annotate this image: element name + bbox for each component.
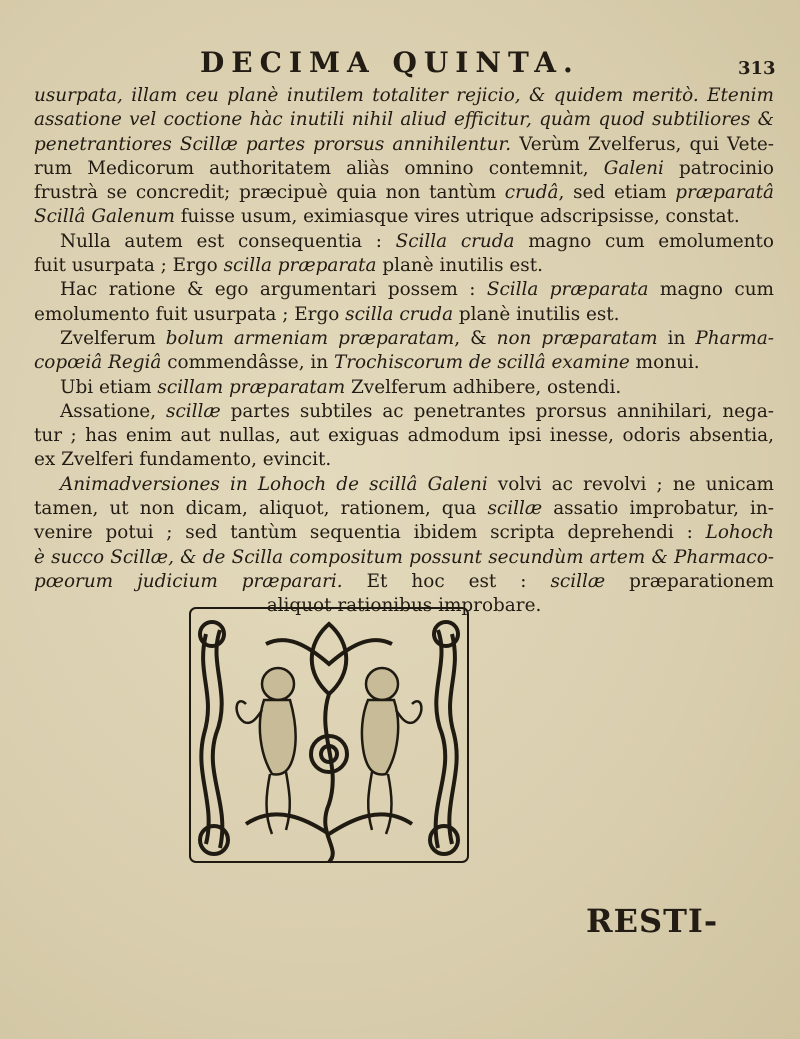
text-segment: Nulla autem est consequentia : [60, 230, 396, 252]
text-segment: Assatione, [60, 400, 167, 422]
text-line [34, 230, 774, 254]
paragraph [34, 473, 774, 619]
text-segment: non præparatam [496, 327, 658, 349]
text-segment: scillæ [550, 570, 606, 592]
text-segment: patrocinio [663, 157, 774, 179]
text-segment: usurpata, illam ceu planè inutilem totaliter rejicio, & quidem meritò. Etenim [34, 85, 774, 106]
text-segment: Scilla cruda [395, 230, 515, 252]
text-segment: assatione vel coctione hàc inutili nihil aliud efficitur, quàm quod subtiliores & [34, 109, 774, 131]
text-segment: venire potui ; sed tantùm sequentia ibidem scripta deprehendi : [34, 522, 706, 544]
text-segment: commendâsse, in [161, 352, 334, 374]
text-segment: bolum armeniam præparatam [165, 327, 455, 349]
text-segment: Zvelferum [60, 327, 166, 349]
text-segment: , sed etiam [558, 182, 676, 204]
text-line [34, 303, 774, 327]
text-segment: fuit usurpata ; Ergo [34, 255, 224, 277]
text-segment: copœiâ Regiâ [34, 352, 162, 374]
text-line [34, 400, 774, 424]
text-line [34, 448, 774, 472]
running-title: DECIMA QUINTA. [200, 46, 580, 79]
text-line [34, 278, 774, 302]
text-segment: assatio improbatur, in- [542, 498, 774, 520]
text-segment: Trochiscorum de scillâ examine [333, 352, 630, 374]
body-text [34, 84, 774, 619]
text-segment: monui. [629, 352, 700, 374]
text-segment: pœorum judicium præparari. [34, 570, 343, 592]
text-line [34, 570, 774, 594]
text-segment: Animadversiones in Lohoch de scillâ Galeni [60, 473, 488, 495]
text-segment: è succo Scillæ, & de Scilla compositum possunt secundùm artem & Pharmaco- [34, 546, 774, 568]
text-segment: scillæ [166, 400, 221, 422]
paragraph [34, 230, 774, 279]
text-segment: scilla præparata [223, 255, 377, 277]
text-line [34, 108, 774, 132]
text-segment: volvi ac revolvi ; ne unicam [487, 473, 774, 495]
text-segment: Lohoch [705, 522, 774, 544]
text-segment: magno cum emolumento [514, 230, 774, 252]
text-line [34, 84, 774, 108]
text-segment: magno cum [648, 279, 774, 301]
text-line [34, 473, 774, 497]
text-segment: Galeni [603, 157, 664, 179]
text-segment: præparatâ [675, 182, 774, 204]
paragraph [34, 278, 774, 327]
text-segment: Scillâ Galenum [34, 206, 175, 228]
text-line [34, 424, 774, 448]
catchword: RESTI- [586, 902, 719, 940]
text-line [34, 546, 774, 570]
text-segment: fuisse usum, eximiasque vires utrique adscripsisse, constat. [174, 206, 740, 228]
text-segment: Scilla præparata [486, 279, 649, 301]
text-segment: Et hoc est : [342, 570, 551, 592]
text-line [34, 497, 774, 521]
text-segment: Pharma- [695, 327, 775, 349]
text-segment: scilla cruda [345, 303, 454, 325]
text-line [34, 376, 774, 400]
text-segment: scillæ [487, 498, 543, 520]
text-segment: rum Medicorum authoritatem aliàs omnino contemnit, [34, 157, 604, 179]
text-segment: Ubi etiam [60, 376, 158, 398]
text-line [34, 205, 774, 229]
text-segment: frustrà se concredit; præcipuè quia non tantùm [34, 182, 505, 204]
text-segment: in [657, 327, 696, 349]
paragraph [34, 400, 774, 473]
cherub-tailpiece-ornament [186, 604, 472, 866]
text-segment: tamen, ut non dicam, aliquot, rationem, qua [34, 498, 488, 520]
running-header [0, 44, 800, 84]
paragraph [34, 376, 774, 400]
text-segment: tur ; has enim aut nullas, aut exiguas admodum ipsi inesse, odoris absentia, [34, 425, 774, 447]
text-segment: scillam præparatam [157, 376, 346, 398]
text-line [34, 351, 774, 375]
text-line [34, 254, 774, 278]
text-segment: , & [454, 327, 497, 349]
text-line [34, 181, 774, 205]
text-segment: præparationem [605, 570, 774, 592]
text-segment: emolumento fuit usurpata ; Ergo [34, 303, 346, 325]
text-line [34, 521, 774, 545]
text-segment: Zvelferum adhibere, ostendi. [345, 376, 622, 398]
text-segment: crudâ [504, 182, 559, 204]
page-number: 313 [738, 58, 776, 79]
paragraph [34, 327, 774, 376]
text-segment: partes subtiles ac penetrantes prorsus annihilari, nega- [220, 400, 775, 422]
text-line [34, 157, 774, 181]
paragraph [34, 84, 774, 230]
text-line [34, 133, 774, 157]
text-segment: penetrantiores Scillæ partes prorsus annihilentur. [34, 133, 512, 155]
text-segment: Verùm Zvelferus, qui Vete- [511, 133, 774, 155]
text-segment: aliquot rationibus improbare. [266, 595, 542, 617]
text-line [34, 327, 774, 351]
text-segment: ex Zvelferi fundamento, evincit. [34, 449, 332, 471]
text-segment: Hac ratione & ego argumentari possem : [60, 279, 487, 301]
text-segment: planè inutilis est. [376, 255, 543, 277]
text-segment: planè inutilis est. [453, 303, 620, 325]
